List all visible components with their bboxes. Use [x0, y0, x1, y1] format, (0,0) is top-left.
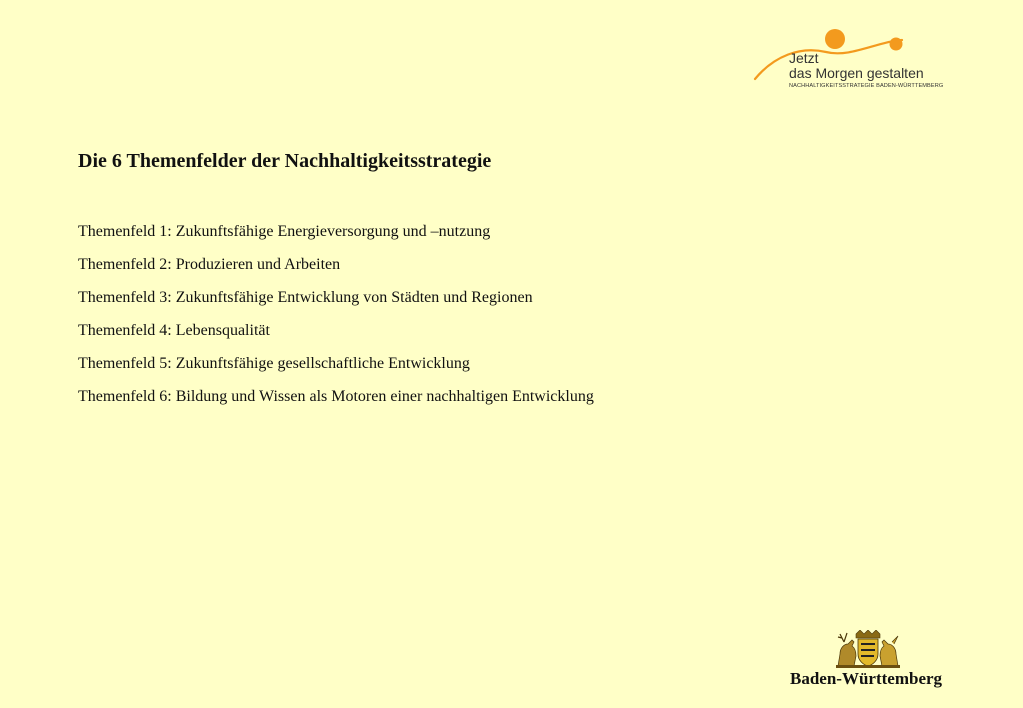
page-title: Die 6 Themenfelder der Nachhaltigkeitsstrategie [78, 150, 492, 172]
logo-text-subtitle: NACHHALTIGKEITSSTRATEGIE BADEN-WÜRTTEMBERG [789, 83, 944, 89]
topic-item-1: Themenfeld 1: Zukunftsfähige Energieversorgung und –nutzung [78, 223, 491, 240]
coat-of-arms-icon [834, 630, 902, 668]
topic-item-6: Themenfeld 6: Bildung und Wissen als Motoren einer nachhaltigen Entwicklung [78, 388, 594, 405]
nachhaltigkeitsstrategie-logo [752, 26, 952, 98]
logo-text-slogan: das Morgen gestalten [789, 65, 924, 81]
logo-text-jetzt: Jetzt [789, 50, 819, 66]
topic-list [78, 222, 594, 420]
topic-item-5: Themenfeld 5: Zukunftsfähige gesellschaftliche Entwicklung [78, 355, 470, 372]
topic-item-2: Themenfeld 2: Produzieren und Arbeiten [78, 256, 341, 273]
topic-item-4: Themenfeld 4: Lebensqualität [78, 322, 270, 339]
topic-item-3: Themenfeld 3: Zukunftsfähige Entwicklung von Städten und Regionen [78, 289, 533, 306]
state-name-label: Baden-Württemberg [790, 669, 943, 688]
